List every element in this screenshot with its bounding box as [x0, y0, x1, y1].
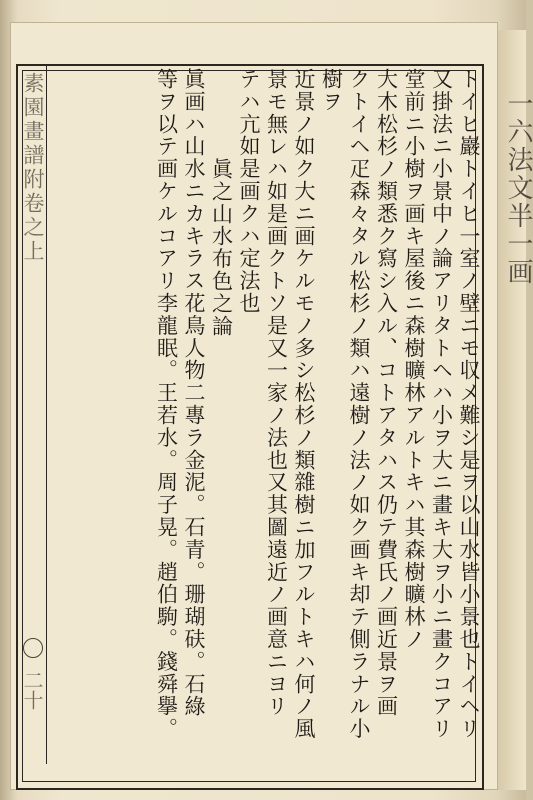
folio-number: 二十	[20, 670, 44, 710]
text-column: 大木松杉ノ類悉ク寫シ入ル、コトアタハス仍テ費氏ノ画近景ヲ画	[374, 68, 399, 718]
fish-tail-mark	[23, 638, 43, 658]
text-column: 等ヲ以テ画ケルコアリ李龍眠。王若水。周子晃。趙伯駒。錢舜擧。	[154, 68, 179, 740]
section-heading: 眞之山水布色之論	[209, 158, 234, 338]
text-column: クトイヘ疋森々タル松杉ノ類ハ遠樹ノ法ノ如ク画キ却テ側ラナル小樹ヲ	[319, 68, 371, 740]
main-text	[58, 68, 482, 758]
text-column: 近景ノ如ク大ニ画ケルモノ多シ松杉ノ類雜樹ニ加フルトキハ何ノ風	[292, 68, 316, 740]
text-column: テハ亢如是画クハ定法也	[237, 68, 261, 315]
text-column: 景モ無レハ如是画クトソ是又一家ノ法也又其圖遠近ノ画意ニヨリ	[264, 68, 289, 718]
text-column: トイヒ巖トイヒ一室ノ壁ニモ収メ難シ是ヲ以山水皆小景也トイヘリ	[457, 68, 481, 740]
running-title: 素園畫譜附卷之上	[21, 72, 45, 264]
text-column: 眞画ハ山水ニカキラス花鳥人物二專ラ金泥。石青。珊瑚砆。石綠	[182, 68, 206, 718]
next-page-text: 一六法文半一画	[503, 90, 533, 286]
text-column: 堂前ニ小樹ヲ画キ屋後ニ森樹曠林アルトキハ其森樹曠林ノ	[402, 68, 426, 651]
text-column: 又掛法ニ小景中ノ論アリタトヘハ小ヲ大ニ畫キ大ヲ小ニ畫クコアリ	[429, 68, 454, 740]
